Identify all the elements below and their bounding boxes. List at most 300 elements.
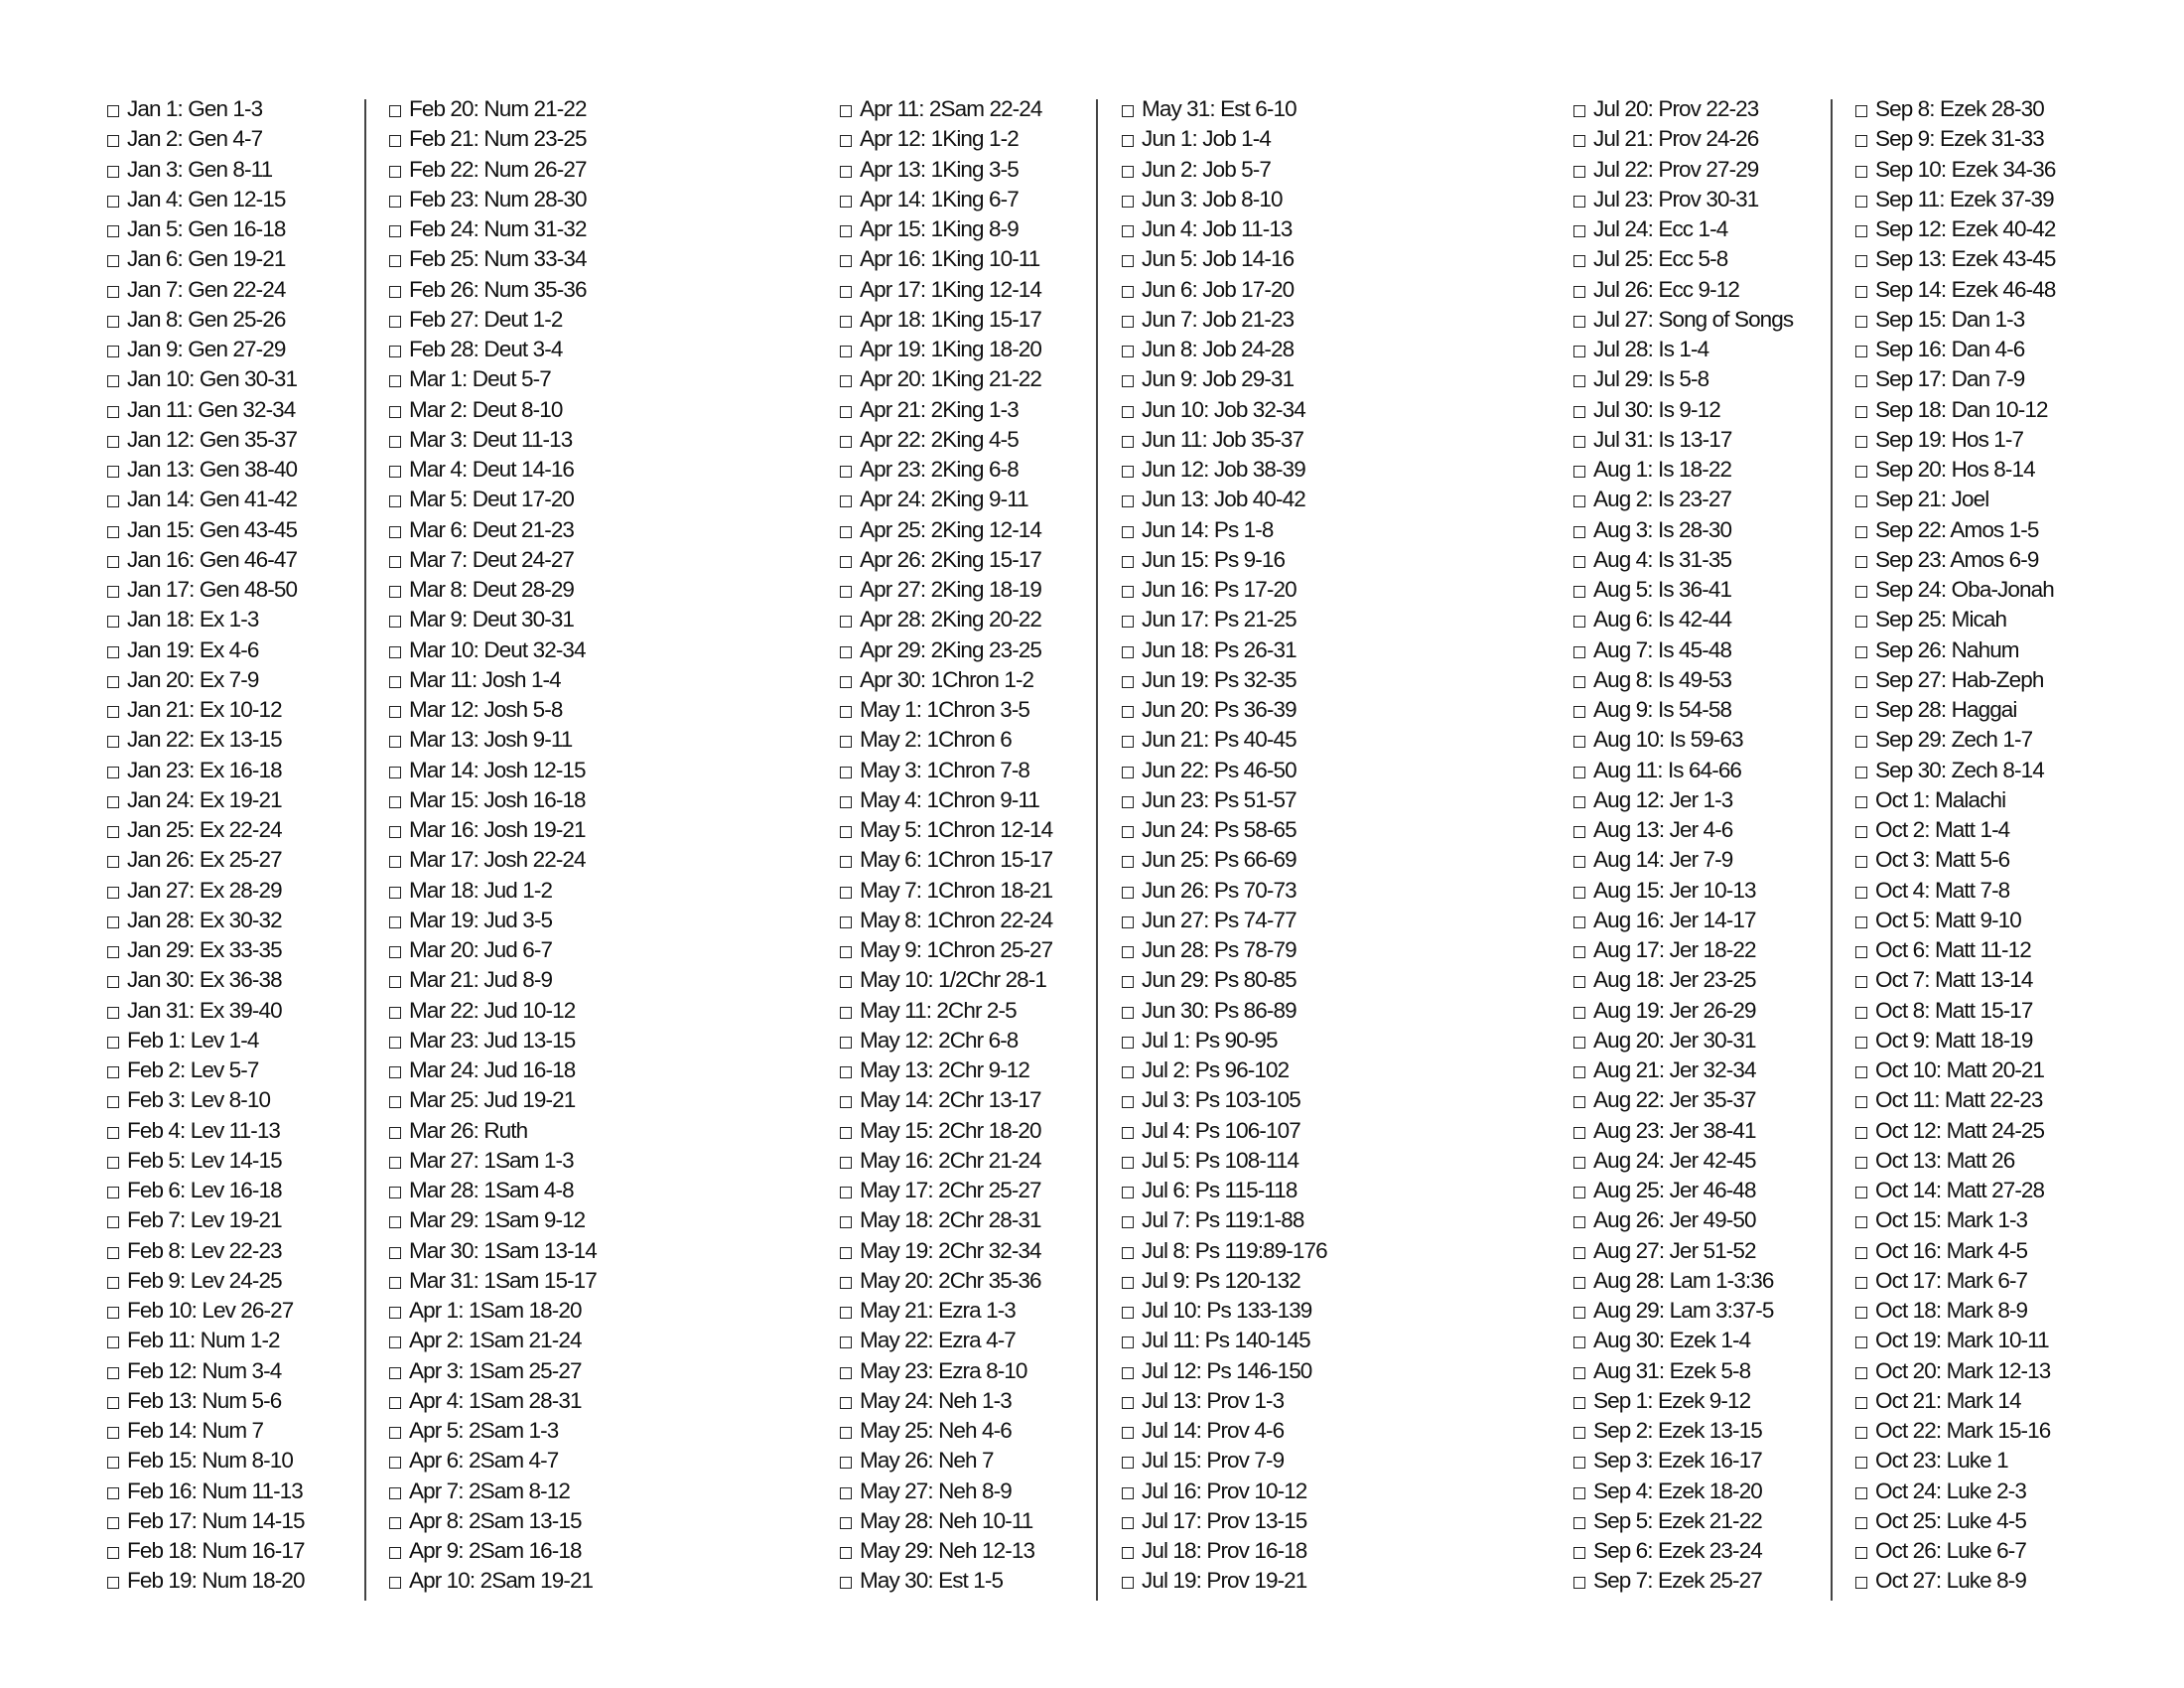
reading-entry[interactable] bbox=[1855, 845, 2055, 875]
reading-entry[interactable] bbox=[389, 1566, 597, 1596]
reading-entry[interactable] bbox=[1573, 695, 1793, 725]
checkbox-icon[interactable] bbox=[1122, 1066, 1134, 1078]
reading-entry[interactable] bbox=[107, 1236, 305, 1266]
reading-entry[interactable] bbox=[107, 1386, 305, 1416]
checkbox-icon[interactable] bbox=[389, 135, 401, 147]
checkbox-icon[interactable] bbox=[840, 1517, 852, 1529]
reading-entry[interactable] bbox=[107, 935, 305, 965]
reading-entry[interactable] bbox=[1855, 1116, 2055, 1146]
reading-entry[interactable] bbox=[1855, 1266, 2055, 1296]
reading-entry[interactable] bbox=[1122, 1356, 1327, 1386]
checkbox-icon[interactable] bbox=[1573, 1397, 1585, 1409]
reading-entry[interactable] bbox=[840, 275, 1052, 305]
reading-entry[interactable] bbox=[840, 425, 1052, 455]
reading-entry[interactable] bbox=[1122, 94, 1327, 124]
reading-entry[interactable] bbox=[389, 244, 597, 274]
reading-entry[interactable] bbox=[389, 1386, 597, 1416]
checkbox-icon[interactable] bbox=[1573, 1096, 1585, 1108]
reading-entry[interactable] bbox=[1122, 515, 1327, 545]
reading-entry[interactable] bbox=[1122, 1296, 1327, 1326]
checkbox-icon[interactable] bbox=[840, 135, 852, 147]
reading-entry[interactable] bbox=[1855, 485, 2055, 514]
reading-entry[interactable] bbox=[107, 485, 305, 514]
reading-entry[interactable] bbox=[1573, 845, 1793, 875]
reading-entry[interactable] bbox=[1855, 1205, 2055, 1235]
checkbox-icon[interactable] bbox=[389, 796, 401, 808]
checkbox-icon[interactable] bbox=[1122, 495, 1134, 507]
reading-entry[interactable] bbox=[1122, 1566, 1327, 1596]
reading-entry[interactable] bbox=[107, 605, 305, 634]
checkbox-icon[interactable] bbox=[840, 1127, 852, 1139]
checkbox-icon[interactable] bbox=[1573, 375, 1585, 387]
reading-entry[interactable] bbox=[1122, 485, 1327, 514]
reading-entry[interactable] bbox=[389, 965, 597, 995]
reading-entry[interactable] bbox=[1573, 1026, 1793, 1055]
reading-entry[interactable] bbox=[107, 1116, 305, 1146]
checkbox-icon[interactable] bbox=[107, 1096, 119, 1108]
checkbox-icon[interactable] bbox=[1855, 1007, 1867, 1019]
checkbox-icon[interactable] bbox=[840, 346, 852, 357]
checkbox-icon[interactable] bbox=[389, 616, 401, 628]
reading-entry[interactable] bbox=[1122, 275, 1327, 305]
checkbox-icon[interactable] bbox=[840, 826, 852, 838]
reading-entry[interactable] bbox=[1573, 124, 1793, 154]
reading-entry[interactable] bbox=[1122, 725, 1327, 755]
checkbox-icon[interactable] bbox=[107, 646, 119, 658]
reading-entry[interactable] bbox=[389, 485, 597, 514]
checkbox-icon[interactable] bbox=[1573, 495, 1585, 507]
reading-entry[interactable] bbox=[1855, 575, 2055, 605]
checkbox-icon[interactable] bbox=[107, 1187, 119, 1198]
checkbox-icon[interactable] bbox=[1573, 255, 1585, 267]
reading-entry[interactable] bbox=[840, 545, 1052, 575]
checkbox-icon[interactable] bbox=[1573, 196, 1585, 208]
reading-entry[interactable] bbox=[389, 395, 597, 425]
reading-entry[interactable] bbox=[1855, 1416, 2055, 1446]
reading-entry[interactable] bbox=[840, 515, 1052, 545]
checkbox-icon[interactable] bbox=[389, 1427, 401, 1439]
checkbox-icon[interactable] bbox=[1855, 375, 1867, 387]
reading-entry[interactable] bbox=[1855, 695, 2055, 725]
reading-entry[interactable] bbox=[1573, 1416, 1793, 1446]
reading-entry[interactable] bbox=[107, 124, 305, 154]
reading-entry[interactable] bbox=[1855, 124, 2055, 154]
reading-entry[interactable] bbox=[107, 94, 305, 124]
reading-entry[interactable] bbox=[1122, 1236, 1327, 1266]
reading-entry[interactable] bbox=[1855, 635, 2055, 665]
reading-entry[interactable] bbox=[107, 575, 305, 605]
checkbox-icon[interactable] bbox=[107, 196, 119, 208]
checkbox-icon[interactable] bbox=[1122, 466, 1134, 478]
reading-entry[interactable] bbox=[840, 575, 1052, 605]
checkbox-icon[interactable] bbox=[107, 495, 119, 507]
reading-entry[interactable] bbox=[389, 1356, 597, 1386]
reading-entry[interactable] bbox=[840, 876, 1052, 906]
reading-entry[interactable] bbox=[107, 906, 305, 935]
reading-entry[interactable] bbox=[1573, 635, 1793, 665]
reading-entry[interactable] bbox=[840, 335, 1052, 364]
reading-entry[interactable] bbox=[840, 155, 1052, 185]
reading-entry[interactable] bbox=[389, 1266, 597, 1296]
reading-entry[interactable] bbox=[1122, 395, 1327, 425]
checkbox-icon[interactable] bbox=[389, 225, 401, 237]
checkbox-icon[interactable] bbox=[1573, 1336, 1585, 1348]
reading-entry[interactable] bbox=[1122, 155, 1327, 185]
checkbox-icon[interactable] bbox=[1573, 1487, 1585, 1499]
checkbox-icon[interactable] bbox=[840, 225, 852, 237]
checkbox-icon[interactable] bbox=[1855, 1066, 1867, 1078]
reading-entry[interactable] bbox=[107, 214, 305, 244]
reading-entry[interactable] bbox=[840, 725, 1052, 755]
reading-entry[interactable] bbox=[1122, 695, 1327, 725]
checkbox-icon[interactable] bbox=[1573, 856, 1585, 868]
checkbox-icon[interactable] bbox=[1855, 1247, 1867, 1259]
reading-entry[interactable] bbox=[389, 1506, 597, 1536]
checkbox-icon[interactable] bbox=[840, 946, 852, 958]
reading-entry[interactable] bbox=[389, 935, 597, 965]
checkbox-icon[interactable] bbox=[1122, 1187, 1134, 1198]
checkbox-icon[interactable] bbox=[1122, 1427, 1134, 1439]
checkbox-icon[interactable] bbox=[1122, 887, 1134, 899]
reading-entry[interactable] bbox=[840, 1416, 1052, 1446]
checkbox-icon[interactable] bbox=[1122, 1457, 1134, 1469]
checkbox-icon[interactable] bbox=[107, 586, 119, 598]
checkbox-icon[interactable] bbox=[107, 736, 119, 748]
checkbox-icon[interactable] bbox=[840, 166, 852, 178]
checkbox-icon[interactable] bbox=[1122, 1367, 1134, 1379]
checkbox-icon[interactable] bbox=[107, 1457, 119, 1469]
reading-entry[interactable] bbox=[1122, 1205, 1327, 1235]
checkbox-icon[interactable] bbox=[1573, 286, 1585, 298]
reading-entry[interactable] bbox=[1122, 335, 1327, 364]
reading-entry[interactable] bbox=[1122, 605, 1327, 634]
checkbox-icon[interactable] bbox=[1122, 1397, 1134, 1409]
reading-entry[interactable] bbox=[107, 725, 305, 755]
checkbox-icon[interactable] bbox=[389, 105, 401, 117]
reading-entry[interactable] bbox=[1855, 1296, 2055, 1326]
reading-entry[interactable] bbox=[1573, 1176, 1793, 1205]
checkbox-icon[interactable] bbox=[1855, 105, 1867, 117]
reading-entry[interactable] bbox=[1855, 1446, 2055, 1476]
reading-entry[interactable] bbox=[1855, 756, 2055, 785]
checkbox-icon[interactable] bbox=[1573, 1517, 1585, 1529]
checkbox-icon[interactable] bbox=[107, 1577, 119, 1589]
checkbox-icon[interactable] bbox=[840, 375, 852, 387]
reading-entry[interactable] bbox=[840, 965, 1052, 995]
checkbox-icon[interactable] bbox=[389, 286, 401, 298]
checkbox-icon[interactable] bbox=[389, 706, 401, 718]
checkbox-icon[interactable] bbox=[1855, 1157, 1867, 1169]
checkbox-icon[interactable] bbox=[1122, 286, 1134, 298]
checkbox-icon[interactable] bbox=[1855, 1277, 1867, 1289]
checkbox-icon[interactable] bbox=[1122, 676, 1134, 688]
checkbox-icon[interactable] bbox=[1122, 1157, 1134, 1169]
reading-entry[interactable] bbox=[1573, 965, 1793, 995]
reading-entry[interactable] bbox=[1855, 335, 2055, 364]
checkbox-icon[interactable] bbox=[1855, 706, 1867, 718]
reading-entry[interactable] bbox=[107, 695, 305, 725]
checkbox-icon[interactable] bbox=[1573, 916, 1585, 928]
reading-entry[interactable] bbox=[107, 395, 305, 425]
checkbox-icon[interactable] bbox=[107, 1066, 119, 1078]
reading-entry[interactable] bbox=[840, 996, 1052, 1026]
checkbox-icon[interactable] bbox=[1573, 826, 1585, 838]
reading-entry[interactable] bbox=[107, 965, 305, 995]
reading-entry[interactable] bbox=[389, 1416, 597, 1446]
checkbox-icon[interactable] bbox=[1573, 767, 1585, 778]
reading-entry[interactable] bbox=[389, 94, 597, 124]
checkbox-icon[interactable] bbox=[1855, 1096, 1867, 1108]
reading-entry[interactable] bbox=[1855, 876, 2055, 906]
reading-entry[interactable] bbox=[1855, 605, 2055, 634]
reading-entry[interactable] bbox=[1573, 1085, 1793, 1115]
reading-entry[interactable] bbox=[1122, 815, 1327, 845]
reading-entry[interactable] bbox=[1855, 996, 2055, 1026]
checkbox-icon[interactable] bbox=[840, 887, 852, 899]
reading-entry[interactable] bbox=[389, 515, 597, 545]
reading-entry[interactable] bbox=[389, 1205, 597, 1235]
checkbox-icon[interactable] bbox=[389, 1216, 401, 1228]
reading-entry[interactable] bbox=[840, 845, 1052, 875]
checkbox-icon[interactable] bbox=[1573, 1307, 1585, 1319]
reading-entry[interactable] bbox=[1573, 605, 1793, 634]
checkbox-icon[interactable] bbox=[389, 166, 401, 178]
checkbox-icon[interactable] bbox=[1573, 796, 1585, 808]
reading-entry[interactable] bbox=[1573, 94, 1793, 124]
reading-entry[interactable] bbox=[1573, 155, 1793, 185]
checkbox-icon[interactable] bbox=[107, 1487, 119, 1499]
reading-entry[interactable] bbox=[1573, 1205, 1793, 1235]
checkbox-icon[interactable] bbox=[107, 1277, 119, 1289]
reading-entry[interactable] bbox=[1855, 1536, 2055, 1566]
checkbox-icon[interactable] bbox=[1855, 166, 1867, 178]
checkbox-icon[interactable] bbox=[1855, 1187, 1867, 1198]
reading-entry[interactable] bbox=[389, 1176, 597, 1205]
checkbox-icon[interactable] bbox=[389, 1307, 401, 1319]
checkbox-icon[interactable] bbox=[840, 1367, 852, 1379]
checkbox-icon[interactable] bbox=[1573, 225, 1585, 237]
reading-entry[interactable] bbox=[107, 815, 305, 845]
reading-entry[interactable] bbox=[107, 1296, 305, 1326]
checkbox-icon[interactable] bbox=[1855, 1427, 1867, 1439]
reading-entry[interactable] bbox=[1122, 1026, 1327, 1055]
checkbox-icon[interactable] bbox=[840, 286, 852, 298]
reading-entry[interactable] bbox=[107, 1536, 305, 1566]
checkbox-icon[interactable] bbox=[1122, 1277, 1134, 1289]
reading-entry[interactable] bbox=[840, 1356, 1052, 1386]
checkbox-icon[interactable] bbox=[1573, 526, 1585, 538]
reading-entry[interactable] bbox=[1573, 575, 1793, 605]
checkbox-icon[interactable] bbox=[107, 406, 119, 418]
checkbox-icon[interactable] bbox=[1573, 1367, 1585, 1379]
checkbox-icon[interactable] bbox=[1855, 1577, 1867, 1589]
reading-entry[interactable] bbox=[389, 1146, 597, 1176]
reading-entry[interactable] bbox=[389, 665, 597, 695]
checkbox-icon[interactable] bbox=[389, 887, 401, 899]
checkbox-icon[interactable] bbox=[389, 1037, 401, 1049]
checkbox-icon[interactable] bbox=[107, 676, 119, 688]
checkbox-icon[interactable] bbox=[389, 1547, 401, 1559]
reading-entry[interactable] bbox=[107, 845, 305, 875]
reading-entry[interactable] bbox=[107, 785, 305, 815]
checkbox-icon[interactable] bbox=[1573, 1157, 1585, 1169]
reading-entry[interactable] bbox=[1122, 244, 1327, 274]
checkbox-icon[interactable] bbox=[389, 346, 401, 357]
checkbox-icon[interactable] bbox=[1855, 916, 1867, 928]
reading-entry[interactable] bbox=[840, 785, 1052, 815]
checkbox-icon[interactable] bbox=[389, 946, 401, 958]
reading-entry[interactable] bbox=[840, 1477, 1052, 1506]
checkbox-icon[interactable] bbox=[840, 1487, 852, 1499]
reading-entry[interactable] bbox=[1122, 305, 1327, 335]
checkbox-icon[interactable] bbox=[840, 495, 852, 507]
reading-entry[interactable] bbox=[1855, 1326, 2055, 1355]
checkbox-icon[interactable] bbox=[1122, 135, 1134, 147]
reading-entry[interactable] bbox=[389, 1446, 597, 1476]
checkbox-icon[interactable] bbox=[1122, 1007, 1134, 1019]
reading-entry[interactable] bbox=[840, 1566, 1052, 1596]
reading-entry[interactable] bbox=[107, 1146, 305, 1176]
reading-entry[interactable] bbox=[1573, 1477, 1793, 1506]
checkbox-icon[interactable] bbox=[840, 1037, 852, 1049]
checkbox-icon[interactable] bbox=[1573, 1427, 1585, 1439]
checkbox-icon[interactable] bbox=[107, 1397, 119, 1409]
reading-entry[interactable] bbox=[389, 906, 597, 935]
reading-entry[interactable] bbox=[389, 1055, 597, 1085]
checkbox-icon[interactable] bbox=[840, 586, 852, 598]
checkbox-icon[interactable] bbox=[840, 466, 852, 478]
checkbox-icon[interactable] bbox=[1122, 406, 1134, 418]
checkbox-icon[interactable] bbox=[1855, 1336, 1867, 1348]
checkbox-icon[interactable] bbox=[1855, 1216, 1867, 1228]
reading-entry[interactable] bbox=[1855, 515, 2055, 545]
reading-entry[interactable] bbox=[840, 395, 1052, 425]
checkbox-icon[interactable] bbox=[1573, 105, 1585, 117]
reading-entry[interactable] bbox=[389, 1477, 597, 1506]
reading-entry[interactable] bbox=[389, 335, 597, 364]
reading-entry[interactable] bbox=[1122, 1477, 1327, 1506]
reading-entry[interactable] bbox=[1855, 185, 2055, 214]
reading-entry[interactable] bbox=[389, 425, 597, 455]
checkbox-icon[interactable] bbox=[1122, 166, 1134, 178]
reading-entry[interactable] bbox=[840, 1236, 1052, 1266]
reading-entry[interactable] bbox=[1855, 785, 2055, 815]
checkbox-icon[interactable] bbox=[389, 1336, 401, 1348]
checkbox-icon[interactable] bbox=[1573, 646, 1585, 658]
checkbox-icon[interactable] bbox=[1855, 767, 1867, 778]
reading-entry[interactable] bbox=[389, 815, 597, 845]
checkbox-icon[interactable] bbox=[1573, 166, 1585, 178]
checkbox-icon[interactable] bbox=[107, 1336, 119, 1348]
reading-entry[interactable] bbox=[107, 1205, 305, 1235]
checkbox-icon[interactable] bbox=[1122, 1336, 1134, 1348]
checkbox-icon[interactable] bbox=[1573, 887, 1585, 899]
reading-entry[interactable] bbox=[107, 1326, 305, 1355]
checkbox-icon[interactable] bbox=[389, 1187, 401, 1198]
checkbox-icon[interactable] bbox=[1122, 556, 1134, 568]
checkbox-icon[interactable] bbox=[107, 286, 119, 298]
checkbox-icon[interactable] bbox=[840, 316, 852, 328]
checkbox-icon[interactable] bbox=[107, 856, 119, 868]
reading-entry[interactable] bbox=[840, 364, 1052, 394]
reading-entry[interactable] bbox=[1855, 965, 2055, 995]
checkbox-icon[interactable] bbox=[1855, 826, 1867, 838]
reading-entry[interactable] bbox=[1122, 425, 1327, 455]
reading-entry[interactable] bbox=[107, 1176, 305, 1205]
reading-entry[interactable] bbox=[1122, 1085, 1327, 1115]
checkbox-icon[interactable] bbox=[1573, 436, 1585, 448]
checkbox-icon[interactable] bbox=[1573, 1127, 1585, 1139]
checkbox-icon[interactable] bbox=[389, 556, 401, 568]
reading-entry[interactable] bbox=[840, 1386, 1052, 1416]
checkbox-icon[interactable] bbox=[107, 1216, 119, 1228]
reading-entry[interactable] bbox=[840, 756, 1052, 785]
checkbox-icon[interactable] bbox=[840, 406, 852, 418]
reading-entry[interactable] bbox=[1122, 214, 1327, 244]
checkbox-icon[interactable] bbox=[1573, 1457, 1585, 1469]
checkbox-icon[interactable] bbox=[107, 375, 119, 387]
checkbox-icon[interactable] bbox=[389, 1367, 401, 1379]
checkbox-icon[interactable] bbox=[1122, 1096, 1134, 1108]
checkbox-icon[interactable] bbox=[1122, 105, 1134, 117]
reading-entry[interactable] bbox=[1122, 965, 1327, 995]
checkbox-icon[interactable] bbox=[1855, 676, 1867, 688]
reading-entry[interactable] bbox=[1855, 1477, 2055, 1506]
reading-entry[interactable] bbox=[1573, 1506, 1793, 1536]
checkbox-icon[interactable] bbox=[840, 676, 852, 688]
reading-entry[interactable] bbox=[1122, 1146, 1327, 1176]
checkbox-icon[interactable] bbox=[840, 1427, 852, 1439]
checkbox-icon[interactable] bbox=[1855, 526, 1867, 538]
checkbox-icon[interactable] bbox=[1122, 196, 1134, 208]
reading-entry[interactable] bbox=[840, 1296, 1052, 1326]
reading-entry[interactable] bbox=[1573, 996, 1793, 1026]
reading-entry[interactable] bbox=[389, 996, 597, 1026]
reading-entry[interactable] bbox=[107, 1477, 305, 1506]
reading-entry[interactable] bbox=[389, 785, 597, 815]
reading-entry[interactable] bbox=[840, 124, 1052, 154]
reading-entry[interactable] bbox=[389, 1236, 597, 1266]
reading-entry[interactable] bbox=[389, 455, 597, 485]
checkbox-icon[interactable] bbox=[1573, 1037, 1585, 1049]
checkbox-icon[interactable] bbox=[389, 495, 401, 507]
checkbox-icon[interactable] bbox=[1573, 316, 1585, 328]
reading-entry[interactable] bbox=[1122, 1116, 1327, 1146]
checkbox-icon[interactable] bbox=[840, 1457, 852, 1469]
reading-entry[interactable] bbox=[389, 545, 597, 575]
checkbox-icon[interactable] bbox=[1855, 255, 1867, 267]
reading-entry[interactable] bbox=[1855, 455, 2055, 485]
reading-entry[interactable] bbox=[1573, 756, 1793, 785]
reading-entry[interactable] bbox=[1573, 906, 1793, 935]
checkbox-icon[interactable] bbox=[389, 196, 401, 208]
reading-entry[interactable] bbox=[1573, 1055, 1793, 1085]
checkbox-icon[interactable] bbox=[1855, 976, 1867, 988]
checkbox-icon[interactable] bbox=[840, 736, 852, 748]
reading-entry[interactable] bbox=[1122, 1326, 1327, 1355]
checkbox-icon[interactable] bbox=[1122, 767, 1134, 778]
reading-entry[interactable] bbox=[840, 1536, 1052, 1566]
checkbox-icon[interactable] bbox=[389, 676, 401, 688]
checkbox-icon[interactable] bbox=[1855, 856, 1867, 868]
reading-entry[interactable] bbox=[1573, 425, 1793, 455]
checkbox-icon[interactable] bbox=[1122, 856, 1134, 868]
reading-entry[interactable] bbox=[1573, 275, 1793, 305]
checkbox-icon[interactable] bbox=[107, 105, 119, 117]
checkbox-icon[interactable] bbox=[1573, 946, 1585, 958]
reading-entry[interactable] bbox=[1855, 1566, 2055, 1596]
checkbox-icon[interactable] bbox=[840, 616, 852, 628]
